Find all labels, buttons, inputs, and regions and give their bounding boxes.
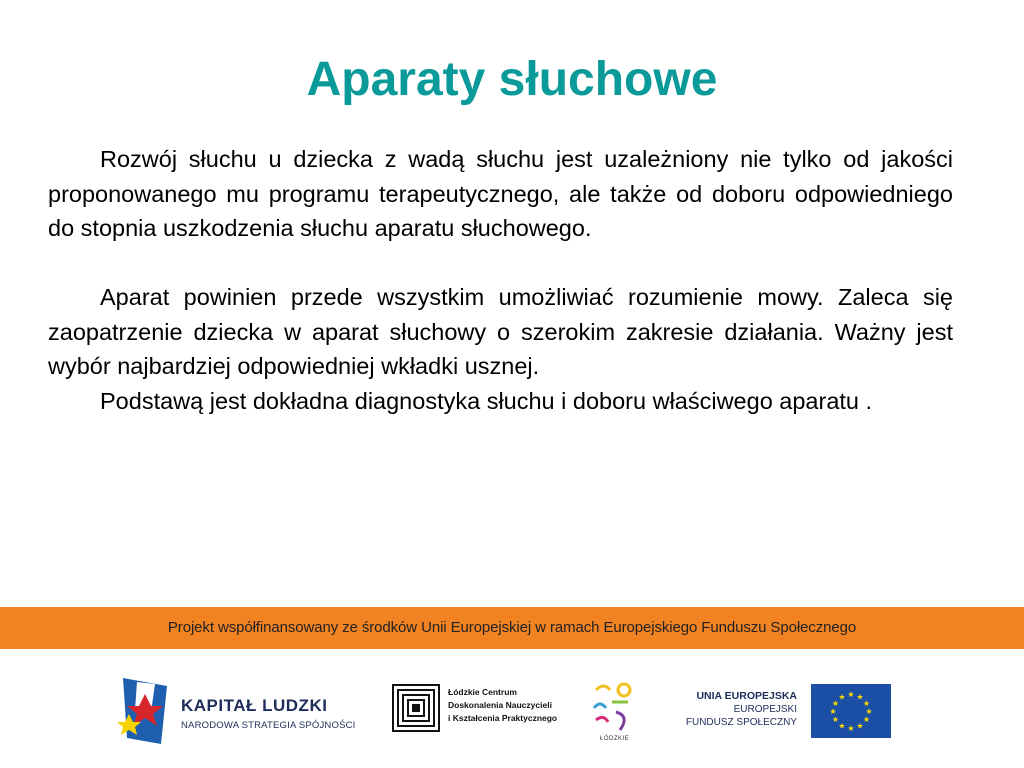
kapital-ludzki-title: KAPITAŁ LUDZKI	[181, 696, 328, 715]
slide-title: Aparaty słuchowe	[306, 53, 718, 106]
svg-text:★: ★	[856, 692, 864, 702]
centrum-line-1: Łódzkie Centrum	[448, 687, 517, 697]
centrum-line-3: i Kształcenia Praktycznego	[448, 713, 558, 723]
paragraph-3: Podstawą jest dokładna diagnostyka słuchu i doboru właściwego aparatu .	[100, 387, 873, 414]
unia-europejska-logo	[680, 684, 895, 740]
eu-flag-icon	[811, 684, 891, 738]
unia-line-3: FUNDUSZ SPOŁECZNY	[685, 717, 797, 728]
svg-text:★: ★	[856, 721, 864, 731]
eu-funding-banner-text: Projekt współfinansowany ze środków Unii Europejskiej w ramach Europejskiego Funduszu Społecznego	[167, 619, 857, 636]
svg-text:★: ★	[829, 707, 837, 716]
svg-text:★: ★	[847, 690, 855, 699]
centrum-emblem-icon	[392, 684, 440, 732]
kapital-ludzki-subtitle: NARODOWA STRATEGIA SPÓJNOŚCI	[181, 720, 356, 731]
paragraph-2: Aparat powinien przede wszystkim umożliwiać rozumienie mowy. Zaleca się zaopatrzenie dziecka w aparat słuchowy o szerokim zakresie działania. Ważny jest wybór najbardziej odpowiedniej wkładki usznej.	[48, 284, 953, 379]
svg-text:★: ★	[838, 721, 846, 731]
kapital-ludzki-logo	[115, 672, 355, 750]
kapital-ludzki-emblem-icon	[115, 672, 177, 750]
svg-text:★: ★	[862, 699, 871, 708]
unia-line-1: UNIA EUROPEJSKA	[696, 690, 797, 702]
svg-text:★: ★	[865, 707, 873, 716]
svg-text:★: ★	[831, 715, 840, 724]
centrum-line-2: Doskonalenia Nauczycieli	[448, 700, 552, 710]
slide-body	[48, 142, 953, 418]
svg-text:★: ★	[862, 715, 871, 724]
lodzkie-emblem-icon	[590, 680, 640, 736]
centrum-logo	[392, 684, 558, 740]
svg-text:★: ★	[831, 699, 840, 708]
paragraph-1: Rozwój słuchu u dziecka z wadą słuchu jest uzależniony nie tylko od jakości proponowanego mu programu terapeutycznego, ale także od doboru odpowiedniego do stopnia uszkodzenia słuchu aparatu słuchowego.	[48, 146, 953, 241]
lodzkie-caption: ŁÓDZKIE	[600, 736, 630, 742]
svg-text:★: ★	[838, 692, 846, 702]
lodzkie-logo	[590, 680, 640, 746]
unia-line-2: EUROPEJSKI	[733, 704, 797, 715]
eu-funding-banner	[0, 607, 1024, 649]
svg-text:★: ★	[847, 724, 855, 733]
